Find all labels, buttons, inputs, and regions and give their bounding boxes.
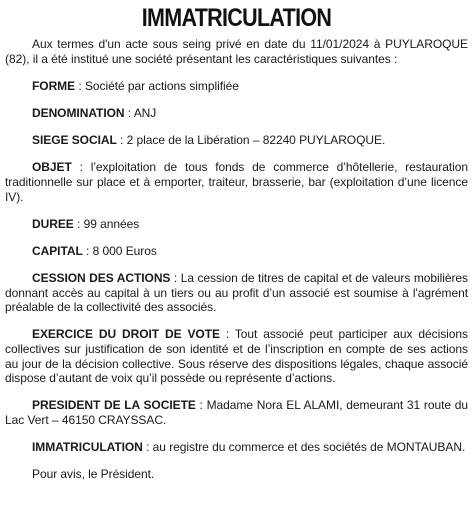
legal-notice [0, 3, 473, 516]
field-separator: : [124, 105, 134, 120]
field-label: FORME [32, 78, 76, 93]
field-separator: : [142, 440, 153, 455]
field-value: Tout associé peut participer aux décisions collectives sur justification de son identité et de l’inscription en compte de ses actions au jour de la décision collective. Sous réserve des dispositions légales, chaque associé dispose d’autant de voix qu’il possède ou représente d’actions. [5, 327, 468, 386]
field-label: DENOMINATION [32, 105, 125, 120]
field-label: CAPITAL [32, 243, 83, 258]
field-denomination [5, 106, 468, 121]
field-separator: : [170, 271, 181, 286]
field-label: CESSION DES ACTIONS [32, 271, 171, 286]
field-cession-des-actions [5, 271, 468, 315]
intro-paragraph: Aux termes d'un acte sous seing privé en date du 11/01/2024 à PUYLAROQUE (82), il a été institué une société présentant les caractéristiques suivantes : [5, 37, 468, 66]
field-siege-social [5, 133, 468, 148]
field-value: 2 place de la Libération – 82240 PUYLAROQUE. [126, 133, 386, 148]
field-separator: : [195, 398, 207, 413]
field-value: l’exploitation de tous fonds de commerce d’hôtellerie, restauration traditionnelle sur place et à emporter, traiteur, brasserie, bar (exploitation d’une licence IV). [5, 160, 468, 204]
field-separator: : [73, 216, 84, 231]
field-value: au registre du commerce et des sociétés de MONTAUBAN. [152, 440, 466, 455]
field-capital [5, 244, 468, 259]
field-label: PRESIDENT DE LA SOCIETE [32, 398, 196, 413]
field-label: SIEGE SOCIAL [32, 133, 117, 148]
field-value: ANJ [133, 105, 157, 120]
field-value: La cession de titres de capital et de valeurs mobilières donnant accès au capital à un tiers ou au profit d’un associé est soumise à l'agrément préalable de la collectivité des associés. [5, 271, 469, 315]
field-duree [5, 217, 468, 232]
field-separator: : [71, 160, 91, 175]
field-separator: : [116, 133, 127, 148]
notice-title: IMMATRICULATION [141, 4, 332, 32]
field-president [5, 398, 468, 427]
field-value: Société par actions simplifiée [84, 78, 239, 93]
field-label: IMMATRICULATION [32, 440, 143, 455]
field-label: EXERCICE DU DROIT DE VOTE [32, 327, 220, 342]
field-immatriculation [5, 440, 468, 455]
field-value: Madame Nora EL ALAMI, demeurant 31 route du Lac Vert – 46150 CRAYSSAC. [5, 398, 469, 428]
field-separator: : [219, 327, 235, 342]
field-label: OBJET [32, 160, 72, 175]
field-value: 99 années [83, 216, 140, 231]
field-forme [5, 79, 468, 94]
field-objet [5, 160, 468, 204]
field-exercice-droit-de-vote [5, 327, 468, 385]
closing-line: Pour avis, le Président. [32, 467, 155, 482]
field-separator: : [75, 78, 85, 93]
field-label: DUREE [32, 216, 74, 231]
field-separator: : [82, 243, 93, 258]
field-value: 8 000 Euros [92, 243, 157, 258]
